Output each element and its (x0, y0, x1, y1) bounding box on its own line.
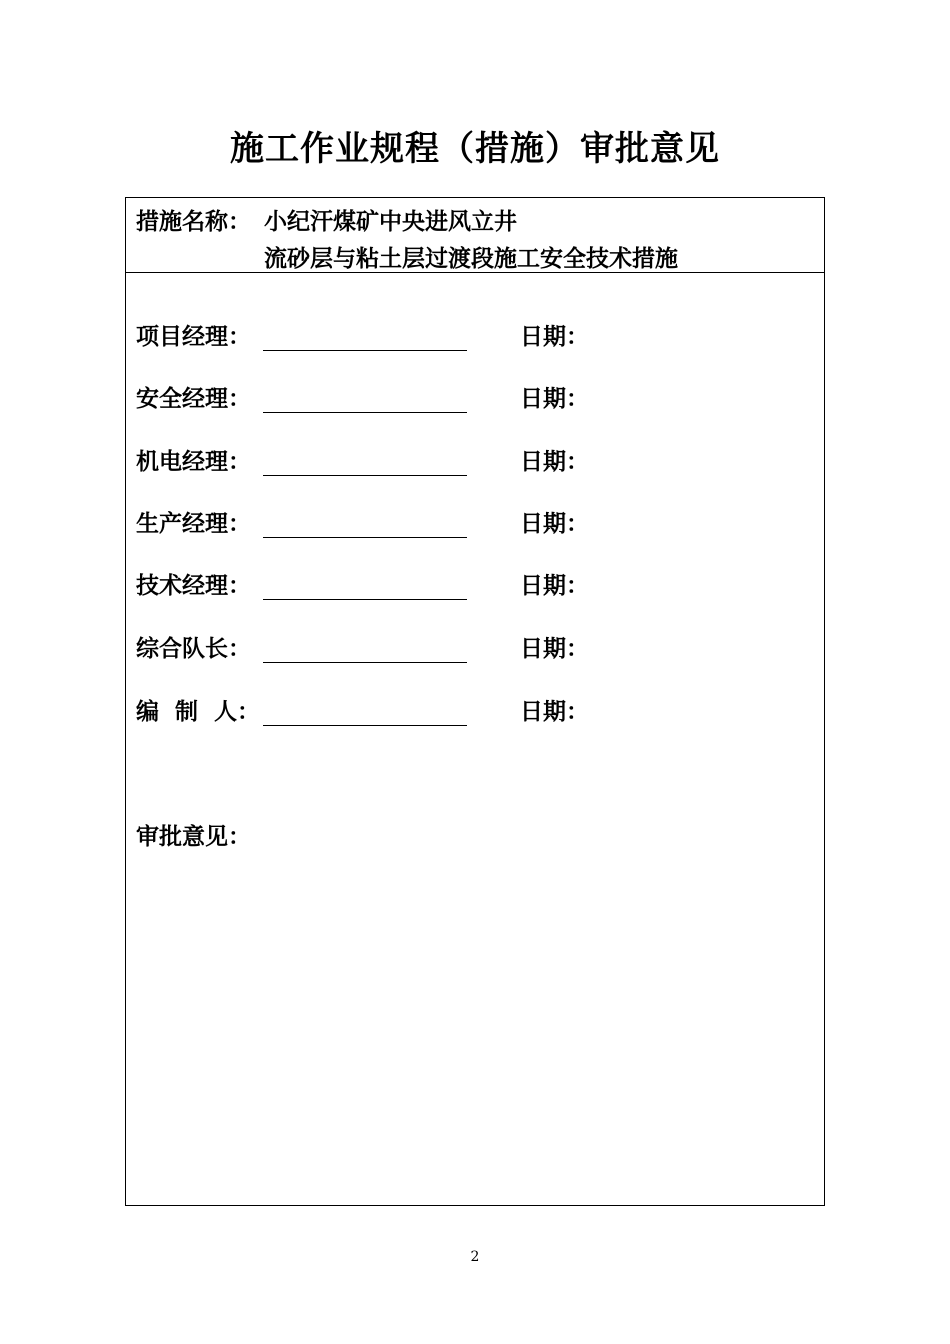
signature-row-team-leader (126, 632, 824, 666)
date-label: 日期： (520, 510, 589, 537)
signature-blank-line[interactable] (263, 350, 467, 351)
signature-label: 项目经理： (136, 323, 251, 350)
signature-blank-line[interactable] (263, 599, 467, 600)
signature-row-safety-manager (126, 382, 824, 416)
signature-label: 技术经理： (136, 572, 251, 599)
signature-label: 编 制 人： (136, 698, 261, 725)
date-label: 日期： (520, 448, 589, 475)
signature-label: 生产经理： (136, 510, 251, 537)
signature-row-production-manager (126, 507, 824, 541)
signature-blank-line[interactable] (263, 662, 467, 663)
page-number: 2 (470, 1249, 480, 1265)
signature-blank-line[interactable] (263, 537, 467, 538)
date-label: 日期： (520, 635, 589, 662)
date-label: 日期： (520, 385, 589, 412)
measure-name-row (126, 198, 824, 273)
signature-label: 机电经理： (136, 448, 251, 475)
signature-row-project-manager (126, 320, 824, 354)
approval-form (125, 197, 825, 1206)
date-label: 日期： (520, 572, 589, 599)
signature-row-technical-manager (126, 569, 824, 603)
measure-name-label: 措施名称： (136, 208, 251, 235)
signature-blank-line[interactable] (263, 475, 467, 476)
signature-label: 安全经理： (136, 385, 251, 412)
date-label: 日期： (520, 698, 589, 725)
signature-blank-line[interactable] (263, 725, 467, 726)
signature-label: 综合队长： (136, 635, 251, 662)
date-label: 日期： (520, 323, 589, 350)
page-title: 施工作业规程（措施）审批意见 (230, 129, 720, 169)
measure-name-line2: 流砂层与粘土层过渡段施工安全技术措施 (264, 245, 678, 272)
approval-opinion-label: 审批意见： (136, 823, 251, 850)
signature-blank-line[interactable] (263, 412, 467, 413)
signature-row-compiler (126, 695, 824, 729)
measure-name-line1: 小纪汗煤矿中央进风立井 (264, 208, 517, 235)
signature-row-electromechanical-manager (126, 445, 824, 479)
